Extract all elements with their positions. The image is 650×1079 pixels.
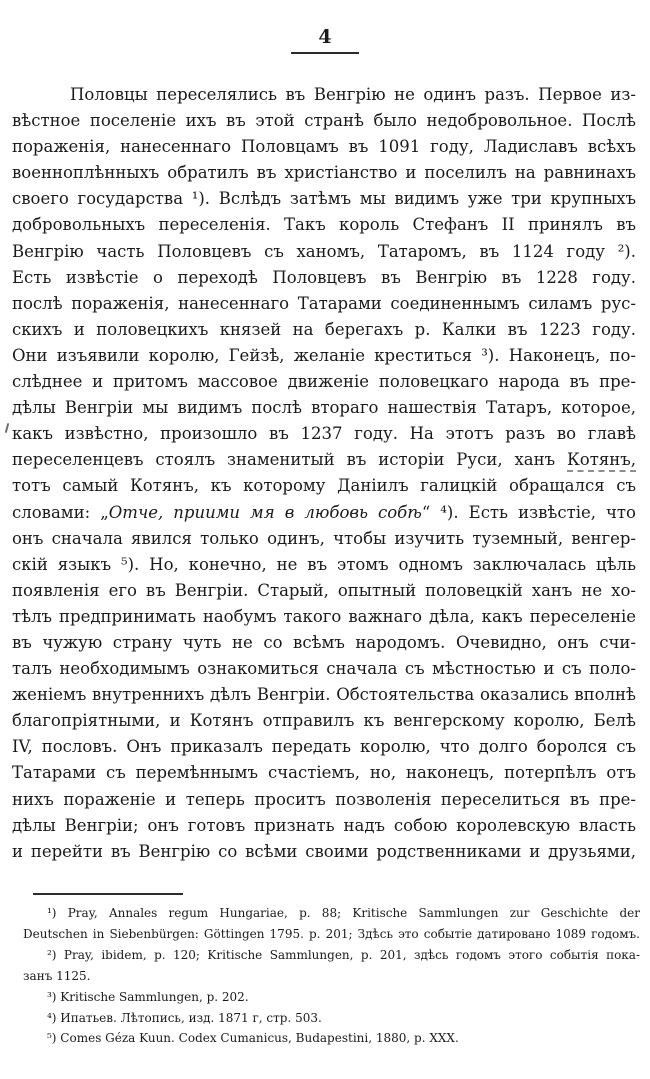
footnote-line: Deutschen in Siebenbürgen: Göttingen 1795. p. 201; Здѣсь это событіе датировано 1089 годомъ.	[23, 926, 640, 941]
text-segment: Они изъявили королю, Гейзѣ, желаніе креститься ³). Наконецъ, по-	[12, 345, 636, 365]
footnote-separator-rule	[33, 893, 183, 895]
body-line	[12, 813, 636, 839]
text-segment: Есть извѣстіе о переходѣ Половцевъ въ Венгрію въ 1228 году.	[12, 267, 636, 287]
text-segment: женіемъ внутреннихъ дѣлъ Венгріи. Обстоятельства оказались вполнѣ	[12, 685, 636, 705]
text-segment: словами: „	[12, 502, 109, 522]
footnote-line: занъ 1125.	[23, 968, 91, 983]
body-line	[12, 395, 636, 421]
text-segment: въ чужую страну чуть не со всѣмъ народомъ. Очевидно, онъ счи-	[12, 632, 636, 652]
body-line	[12, 708, 636, 734]
body-line	[12, 734, 636, 760]
body-line	[12, 500, 636, 526]
italic-quote: Отче, приими мя в любовь собѣ	[108, 502, 422, 522]
text-segment: слѣднее и притомъ массовое движеніе половецкаго народа въ пре-	[12, 372, 636, 392]
text-segment: добровольныхъ переселенія. Такъ король Стефанъ II принялъ въ	[12, 215, 636, 235]
body-line	[12, 578, 636, 604]
footnote-line: ³) Kritische Sammlungen, p. 202.	[47, 989, 249, 1004]
footnote-line: ¹) Pray, Annales regum Hungariae, p. 88; Kritische Sammlungen zur Geschichte der	[47, 906, 640, 920]
text-segment: “ ⁴). Есть извѣстіе, что	[421, 502, 636, 522]
text-segment: своего государства ¹). Вслѣдъ затѣмъ мы видимъ уже три крупныхъ	[12, 189, 636, 209]
text-segment: нихъ пораженіе и теперь проситъ позволенія переселиться въ пре-	[12, 789, 636, 809]
text-segment: тѣлъ предпринимать наобумъ такого важнаго дѣла, какъ переселеніе	[12, 606, 636, 626]
body-line	[12, 656, 636, 682]
body-line	[12, 265, 636, 291]
page-number: 4	[291, 26, 358, 54]
body-line	[12, 447, 636, 473]
text-segment: пораженія, нанесеннаго Половцамъ въ 1091 году, Ладиславъ всѣхъ	[12, 137, 636, 157]
text-segment: скихъ и половецкихъ князей на берегахъ р. Калки въ 1223 году.	[12, 319, 636, 339]
text-segment: Половцы переселялись въ Венгрію не одинъ разъ. Первое из-	[70, 85, 636, 104]
body-text	[12, 82, 636, 865]
body-line	[12, 212, 636, 238]
text-segment: какъ извѣстно, произошло въ 1237 году. На этотъ разъ во главѣ	[12, 424, 636, 444]
text-segment: талъ необходимымъ ознакомиться сначала съ мѣстностью и съ поло-	[12, 659, 636, 679]
text-segment: появленія его въ Венгріи. Старый, опытный половецкій ханъ не хо-	[12, 580, 636, 600]
text-segment: Венгрію часть Половцевъ съ ханомъ, Татаромъ, въ 1124 году ²).	[12, 241, 636, 261]
page-header	[0, 26, 650, 54]
text-segment: скій языкъ ⁵). Но, конечно, не въ этомъ одномъ заключалась цѣль	[12, 554, 636, 574]
body-line	[12, 552, 636, 578]
body-line	[12, 526, 636, 552]
text-segment: благопріятными, и Котянъ отправилъ къ венгерскому королю, Белѣ	[12, 711, 636, 731]
footnote-line: ²) Pray, ibidem, p. 120; Kritische Sammlungen, p. 201, здѣсь годомъ этого событія пока-	[47, 947, 640, 962]
body-line	[12, 604, 636, 630]
body-line	[12, 343, 636, 369]
body-line	[12, 473, 636, 499]
body-line	[12, 108, 636, 134]
body-line	[12, 421, 636, 447]
text-segment: вѣстное поселеніе ихъ въ этой странѣ было недобровольное. Послѣ	[12, 111, 636, 131]
footnote-line: ⁴) Ипатьев. Лѣтопись, изд. 1871 г, стр. 503.	[47, 1010, 322, 1025]
body-line	[12, 787, 636, 813]
body-line	[12, 291, 636, 317]
text-segment: дѣлы Венгріи; онъ готовъ признать надъ собою королевскую власть	[12, 815, 636, 835]
body-line	[12, 186, 636, 212]
body-line	[12, 369, 636, 395]
text-segment: IV, пословъ. Онъ приказалъ передать королю, что долго боролся съ	[12, 737, 636, 757]
pencil-underlined-word: Котянъ,	[567, 450, 636, 472]
footnote-line: ⁵) Comes Géza Kuun. Codex Cumanicus, Budapestini, 1880, p. XXX.	[47, 1031, 459, 1046]
body-line	[12, 239, 636, 265]
text-segment: послѣ пораженія, нанесеннаго Татарами соединеннымъ силамъ рус-	[12, 293, 636, 313]
text-segment: Татарами съ перемѣннымъ счастіемъ, но, наконецъ, потерпѣлъ отъ	[12, 763, 636, 783]
text-segment: переселенцевъ стоялъ знаменитый въ исторіи Руси, ханъ	[12, 450, 568, 470]
text-segment: дѣлы Венгріи мы видимъ послѣ втораго нашествія Татаръ, которое,	[12, 398, 636, 418]
body-line	[12, 82, 636, 108]
body-line	[12, 317, 636, 343]
body-line	[12, 630, 636, 656]
body-line	[12, 134, 636, 160]
body-line	[12, 760, 636, 786]
text-segment: военноплѣнныхъ обратилъ въ христіанство и поселилъ на равнинахъ	[12, 163, 636, 183]
footnotes	[23, 903, 640, 1049]
body-line	[12, 682, 636, 708]
text-segment: тотъ самый Котянъ, къ которому Даніилъ галицкій обращался съ	[12, 476, 636, 496]
text-segment: и перейти въ Венгрію со всѣми своими родственниками и друзьями,	[12, 841, 636, 861]
body-line	[12, 160, 636, 186]
body-line	[12, 839, 636, 865]
text-segment: онъ сначала явился только одинъ, чтобы изучить туземный, венгер-	[12, 528, 636, 548]
pencil-tick-mark	[5, 423, 10, 433]
